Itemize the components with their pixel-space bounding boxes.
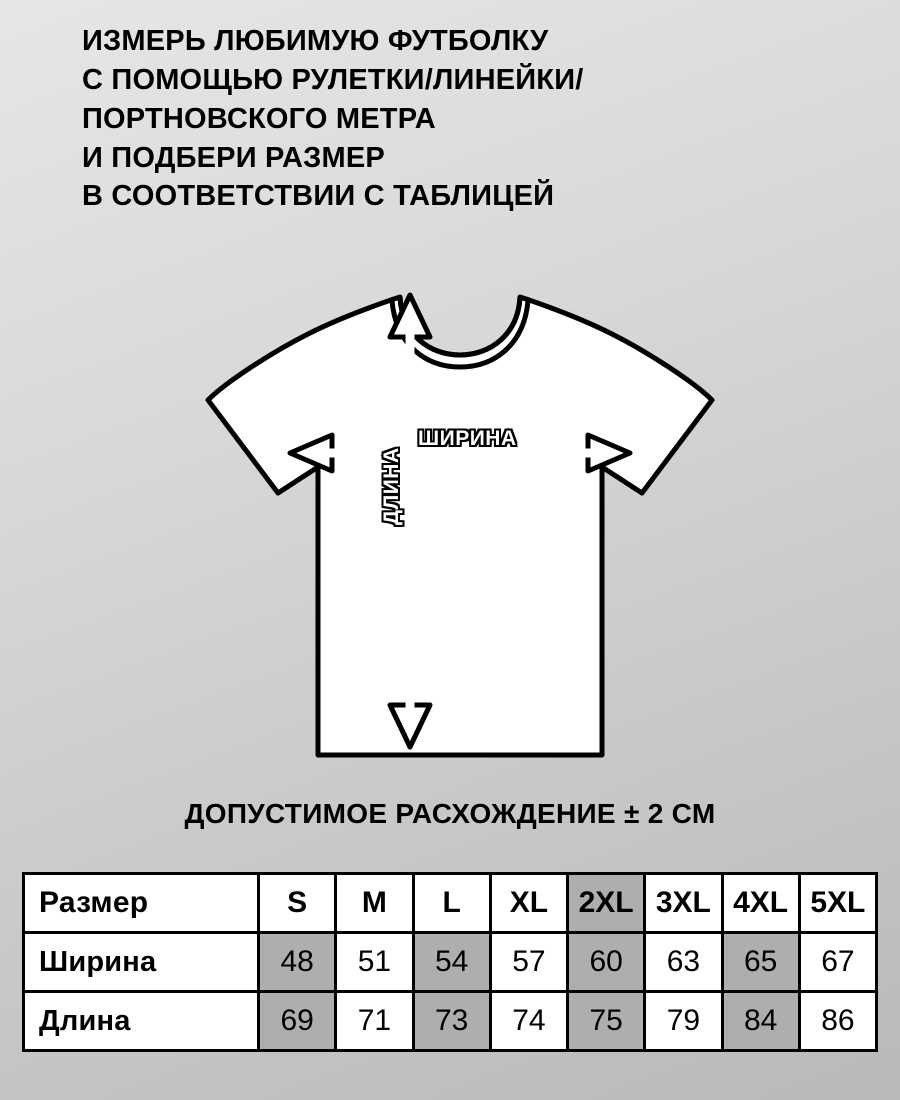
row-label-width: Ширина [24, 933, 259, 992]
size-table [22, 872, 878, 1052]
table-header-cell: 5XL [799, 874, 876, 933]
table-row [24, 992, 877, 1051]
row-label-length: Длина [24, 992, 259, 1051]
table-cell: 57 [490, 933, 567, 992]
tshirt-diagram [150, 275, 770, 775]
title-line-2: С ПОМОЩЬЮ РУЛЕТКИ/ЛИНЕЙКИ/ [82, 63, 584, 96]
table-cell: 84 [722, 992, 799, 1051]
table-header-cell: 2XL [568, 874, 645, 933]
table-cell: 73 [413, 992, 490, 1051]
table-header-cell: M [336, 874, 413, 933]
table-row [24, 933, 877, 992]
table-header-size: Размер [24, 874, 259, 933]
table-header-cell: XL [490, 874, 567, 933]
table-cell: 71 [336, 992, 413, 1051]
table-cell: 86 [799, 992, 876, 1051]
table-header-cell: S [259, 874, 336, 933]
tolerance-note: ДОПУСТИМОЕ РАСХОЖДЕНИЕ ± 2 СМ [184, 798, 716, 829]
table-cell: 74 [490, 992, 567, 1051]
table-cell: 60 [568, 933, 645, 992]
table-cell: 79 [645, 992, 722, 1051]
table-header-cell: L [413, 874, 490, 933]
table-cell: 63 [645, 933, 722, 992]
length-dimension-label: ДЛИНА [380, 447, 403, 525]
width-dimension-label: ШИРИНА [418, 427, 517, 450]
table-header-cell: 3XL [645, 874, 722, 933]
tshirt-outline-icon [150, 275, 770, 775]
table-cell: 48 [259, 933, 336, 992]
table-cell: 51 [336, 933, 413, 992]
table-cell: 69 [259, 992, 336, 1051]
title-line-5: В СООТВЕТСТВИИ С ТАБЛИЦЕЙ [82, 180, 555, 213]
title-line-3: ПОРТНОВСКОГО МЕТРА [82, 102, 436, 135]
table-cell: 75 [568, 992, 645, 1051]
table-header-row [24, 874, 877, 933]
page-title [82, 22, 842, 216]
table-cell: 54 [413, 933, 490, 992]
title-line-4: И ПОДБЕРИ РАЗМЕР [82, 141, 385, 174]
table-cell: 67 [799, 933, 876, 992]
table-cell: 65 [722, 933, 799, 992]
table-header-cell: 4XL [722, 874, 799, 933]
title-line-1: ИЗМЕРЬ ЛЮБИМУЮ ФУТБОЛКУ [82, 25, 549, 57]
